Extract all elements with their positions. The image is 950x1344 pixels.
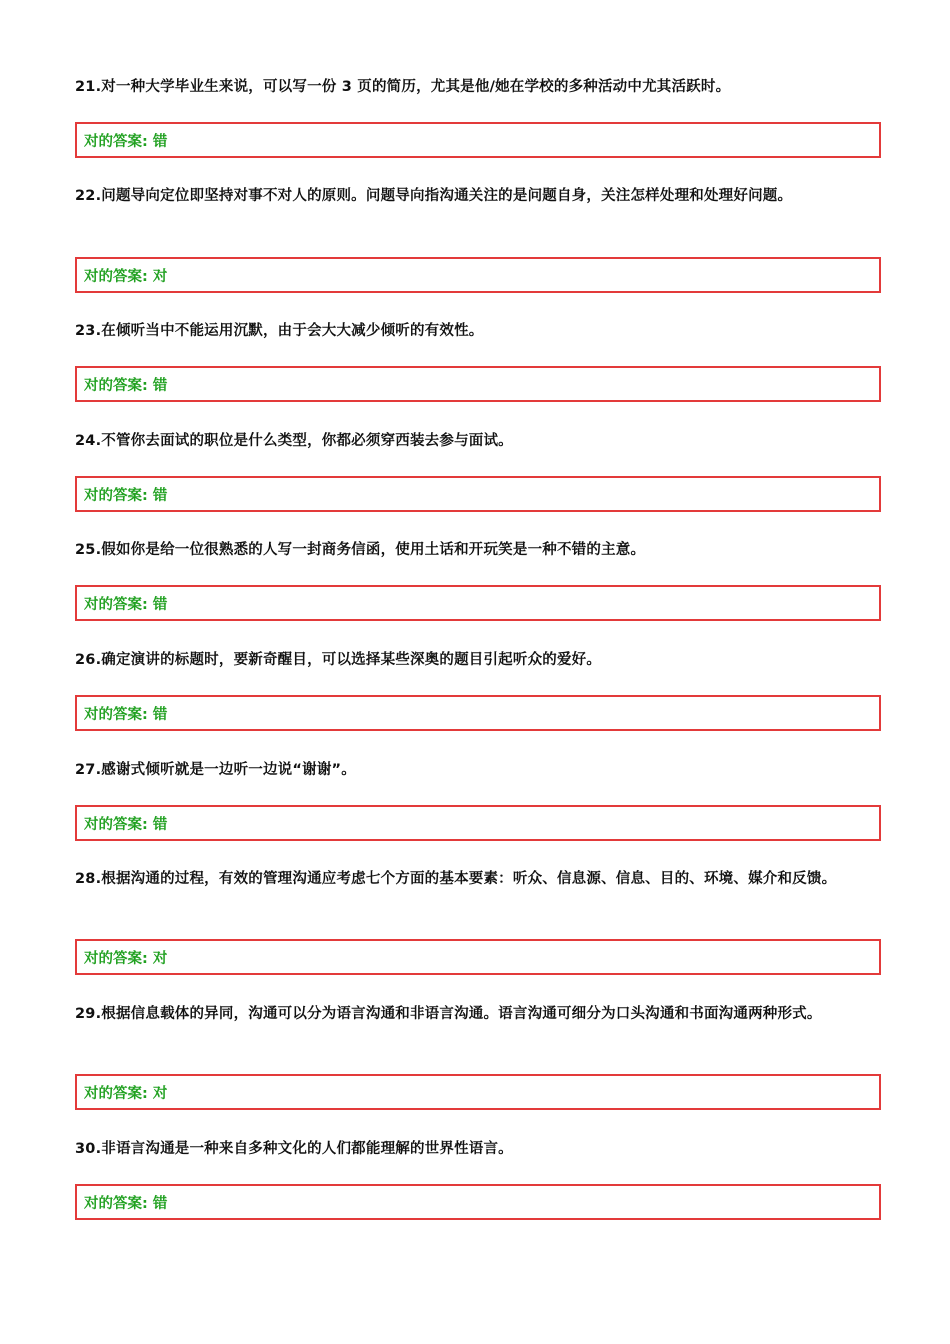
answer-text: 对的答案: 对 — [84, 950, 168, 967]
question-item — [75, 74, 881, 150]
answer-box — [75, 1184, 881, 1220]
answer-box — [75, 695, 881, 731]
question-item — [75, 318, 881, 394]
question-item — [75, 647, 881, 723]
answer-text: 对的答案: 错 — [84, 487, 168, 504]
question-item — [75, 428, 881, 504]
answer-text: 对的答案: 错 — [84, 133, 168, 150]
answer-text: 对的答案: 错 — [84, 816, 168, 833]
answer-text: 对的答案: 错 — [84, 596, 168, 613]
answer-box — [75, 366, 881, 402]
question-item — [75, 183, 881, 285]
answer-box — [75, 939, 881, 975]
question-item — [75, 866, 881, 967]
question-text: 30.非语言沟通是一种来自多种文化的人们都能理解的世界性语言。 — [75, 1141, 513, 1157]
question-item — [75, 1001, 881, 1102]
answer-box — [75, 257, 881, 293]
question-item — [75, 537, 881, 613]
question-text: 29.根据信息载体的异同，沟通可以分为语言沟通和非语言沟通。语言沟通可细分为口头沟通和书面沟通两种形式。 — [75, 1006, 822, 1022]
question-item — [75, 1136, 881, 1212]
answer-text: 对的答案: 错 — [84, 377, 168, 394]
question-text: 24.不管你去面试的职位是什么类型，你都必须穿西装去参与面试。 — [75, 433, 513, 449]
answer-text: 对的答案: 对 — [84, 268, 168, 285]
answer-text: 对的答案: 对 — [84, 1085, 168, 1102]
answer-box — [75, 1074, 881, 1110]
answer-box — [75, 122, 881, 158]
question-text: 27.感谢式倾听就是一边听一边说“谢谢”。 — [75, 762, 356, 778]
question-text: 21.对一种大学毕业生来说，可以写一份 3 页的简历，尤其是他/她在学校的多种活动中尤其活跃时。 — [75, 79, 731, 95]
question-text: 28.根据沟通的过程，有效的管理沟通应考虑七个方面的基本要素：听众、信息源、信息、目的、环境、媒介和反馈。 — [75, 871, 837, 887]
question-text: 22.问题导向定位即坚持对事不对人的原则。问题导向指沟通关注的是问题自身，关注怎样处理和处理好问题。 — [75, 188, 793, 204]
question-item — [75, 757, 881, 833]
answer-text: 对的答案: 错 — [84, 1195, 168, 1212]
question-text: 26.确定演讲的标题时，要新奇醒目，可以选择某些深奥的题目引起听众的爱好。 — [75, 652, 602, 668]
question-text: 23.在倾听当中不能运用沉默，由于会大大减少倾听的有效性。 — [75, 323, 484, 339]
answer-box — [75, 476, 881, 512]
answer-box — [75, 585, 881, 621]
question-text: 25.假如你是给一位很熟悉的人写一封商务信函，使用土话和开玩笑是一种不错的主意。 — [75, 542, 646, 558]
answer-text: 对的答案: 错 — [84, 706, 168, 723]
answer-box — [75, 805, 881, 841]
